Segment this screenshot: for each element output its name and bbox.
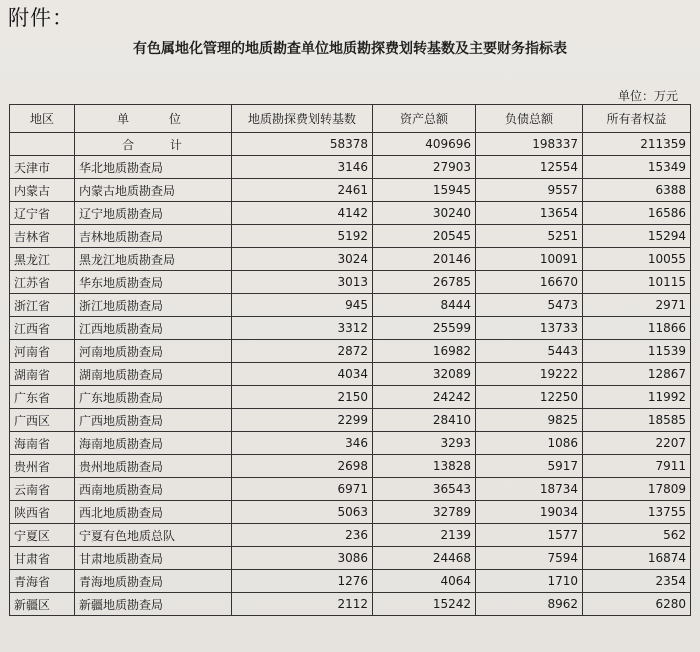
equity-cell: 2971 xyxy=(583,294,691,317)
unit-cell: 海南地质勘查局 xyxy=(75,432,232,455)
assets-cell: 28410 xyxy=(373,409,476,432)
base-cell: 3024 xyxy=(232,248,373,271)
assets-cell: 13828 xyxy=(373,455,476,478)
region-cell: 广西区 xyxy=(10,409,75,432)
region-cell: 黑龙江 xyxy=(10,248,75,271)
region-cell: 江西省 xyxy=(10,317,75,340)
equity-cell: 17809 xyxy=(583,478,691,501)
assets-cell: 36543 xyxy=(373,478,476,501)
liabilities-cell: 9557 xyxy=(476,179,583,202)
base-cell: 4034 xyxy=(232,363,373,386)
region-cell: 广东省 xyxy=(10,386,75,409)
equity-cell: 11539 xyxy=(583,340,691,363)
assets-cell: 32089 xyxy=(373,363,476,386)
region-cell: 云南省 xyxy=(10,478,75,501)
liabilities-cell: 8962 xyxy=(476,593,583,616)
liabilities-cell: 13733 xyxy=(476,317,583,340)
table-row xyxy=(10,386,691,409)
unit-cell: 华北地质勘查局 xyxy=(75,156,232,179)
liabilities-cell: 16670 xyxy=(476,271,583,294)
base-cell: 3013 xyxy=(232,271,373,294)
equity-cell: 13755 xyxy=(583,501,691,524)
assets-cell: 3293 xyxy=(373,432,476,455)
liabilities-cell: 19034 xyxy=(476,501,583,524)
assets-cell: 26785 xyxy=(373,271,476,294)
equity-cell: 11992 xyxy=(583,386,691,409)
assets-cell: 27903 xyxy=(373,156,476,179)
unit-cell: 西南地质勘查局 xyxy=(75,478,232,501)
table-row xyxy=(10,225,691,248)
assets-cell: 15945 xyxy=(373,179,476,202)
liabilities-cell: 9825 xyxy=(476,409,583,432)
base-cell: 1276 xyxy=(232,570,373,593)
table-row xyxy=(10,363,691,386)
base-cell: 2112 xyxy=(232,593,373,616)
equity-cell: 2207 xyxy=(583,432,691,455)
document-title: 有色属地化管理的地质勘查单位地质勘探费划转基数及主要财务指标表 xyxy=(133,41,567,57)
unit-cell: 内蒙古地质勘查局 xyxy=(75,179,232,202)
base-cell: 2299 xyxy=(232,409,373,432)
liabilities-cell: 1577 xyxy=(476,524,583,547)
region-cell: 天津市 xyxy=(10,156,75,179)
table-row xyxy=(10,501,691,524)
equity-cell: 15294 xyxy=(583,225,691,248)
column-header-liabilities: 负债总额 xyxy=(476,105,583,133)
equity-cell: 7911 xyxy=(583,455,691,478)
total-liabilities: 198337 xyxy=(476,133,583,156)
unit-cell: 广西地质勘查局 xyxy=(75,409,232,432)
region-cell: 吉林省 xyxy=(10,225,75,248)
table-row xyxy=(10,570,691,593)
assets-cell: 2139 xyxy=(373,524,476,547)
equity-cell: 16874 xyxy=(583,547,691,570)
region-cell: 辽宁省 xyxy=(10,202,75,225)
column-header-unit: 单 位 xyxy=(75,105,232,133)
liabilities-cell: 5443 xyxy=(476,340,583,363)
equity-cell: 6280 xyxy=(583,593,691,616)
base-cell: 3312 xyxy=(232,317,373,340)
equity-cell: 10115 xyxy=(583,271,691,294)
unit-cell: 黑龙江地质勘查局 xyxy=(75,248,232,271)
table-row xyxy=(10,317,691,340)
table-row xyxy=(10,248,691,271)
total-region-cell xyxy=(10,133,75,156)
region-cell: 青海省 xyxy=(10,570,75,593)
base-cell: 3146 xyxy=(232,156,373,179)
unit-cell: 宁夏有色地质总队 xyxy=(75,524,232,547)
assets-cell: 32789 xyxy=(373,501,476,524)
total-equity: 211359 xyxy=(583,133,691,156)
assets-cell: 15242 xyxy=(373,593,476,616)
liabilities-cell: 13654 xyxy=(476,202,583,225)
region-cell: 内蒙古 xyxy=(10,179,75,202)
unit-cell: 湖南地质勘查局 xyxy=(75,363,232,386)
region-cell: 河南省 xyxy=(10,340,75,363)
unit-cell: 华东地质勘查局 xyxy=(75,271,232,294)
liabilities-cell: 5473 xyxy=(476,294,583,317)
region-cell: 浙江省 xyxy=(10,294,75,317)
liabilities-cell: 18734 xyxy=(476,478,583,501)
liabilities-cell: 5917 xyxy=(476,455,583,478)
equity-cell: 2354 xyxy=(583,570,691,593)
equity-cell: 12867 xyxy=(583,363,691,386)
equity-cell: 10055 xyxy=(583,248,691,271)
base-cell: 2872 xyxy=(232,340,373,363)
attachment-label: 附件： xyxy=(8,6,74,30)
unit-cell: 辽宁地质勘查局 xyxy=(75,202,232,225)
unit-note: 单位：万元 xyxy=(617,89,678,103)
region-cell: 贵州省 xyxy=(10,455,75,478)
base-cell: 945 xyxy=(232,294,373,317)
base-cell: 2698 xyxy=(232,455,373,478)
assets-cell: 24242 xyxy=(373,386,476,409)
equity-cell: 562 xyxy=(583,524,691,547)
table-row xyxy=(10,524,691,547)
table-row xyxy=(10,179,691,202)
region-cell: 海南省 xyxy=(10,432,75,455)
column-header-base: 地质勘探费划转基数 xyxy=(232,105,373,133)
assets-cell: 8444 xyxy=(373,294,476,317)
region-cell: 宁夏区 xyxy=(10,524,75,547)
unit-cell: 青海地质勘查局 xyxy=(75,570,232,593)
base-cell: 236 xyxy=(232,524,373,547)
unit-cell: 吉林地质勘查局 xyxy=(75,225,232,248)
liabilities-cell: 12554 xyxy=(476,156,583,179)
liabilities-cell: 19222 xyxy=(476,363,583,386)
unit-cell: 甘肃地质勘查局 xyxy=(75,547,232,570)
assets-cell: 24468 xyxy=(373,547,476,570)
column-header-region: 地区 xyxy=(10,105,75,133)
finance-table xyxy=(9,104,691,616)
base-cell: 6971 xyxy=(232,478,373,501)
equity-cell: 11866 xyxy=(583,317,691,340)
assets-cell: 16982 xyxy=(373,340,476,363)
column-header-assets: 资产总额 xyxy=(373,105,476,133)
base-cell: 2461 xyxy=(232,179,373,202)
table-header-row xyxy=(10,105,691,133)
liabilities-cell: 10091 xyxy=(476,248,583,271)
unit-cell: 河南地质勘查局 xyxy=(75,340,232,363)
region-cell: 江苏省 xyxy=(10,271,75,294)
region-cell: 湖南省 xyxy=(10,363,75,386)
region-cell: 甘肃省 xyxy=(10,547,75,570)
liabilities-cell: 7594 xyxy=(476,547,583,570)
region-cell: 新疆区 xyxy=(10,593,75,616)
total-base: 58378 xyxy=(232,133,373,156)
table-row xyxy=(10,294,691,317)
table-row xyxy=(10,593,691,616)
total-row xyxy=(10,133,691,156)
equity-cell: 18585 xyxy=(583,409,691,432)
table-row xyxy=(10,432,691,455)
liabilities-cell: 12250 xyxy=(476,386,583,409)
base-cell: 5063 xyxy=(232,501,373,524)
assets-cell: 20545 xyxy=(373,225,476,248)
liabilities-cell: 1086 xyxy=(476,432,583,455)
unit-cell: 新疆地质勘查局 xyxy=(75,593,232,616)
assets-cell: 4064 xyxy=(373,570,476,593)
table-row xyxy=(10,409,691,432)
unit-cell: 广东地质勘查局 xyxy=(75,386,232,409)
unit-cell: 浙江地质勘查局 xyxy=(75,294,232,317)
region-cell: 陕西省 xyxy=(10,501,75,524)
table-row xyxy=(10,455,691,478)
table-row xyxy=(10,547,691,570)
assets-cell: 20146 xyxy=(373,248,476,271)
liabilities-cell: 1710 xyxy=(476,570,583,593)
table-row xyxy=(10,478,691,501)
equity-cell: 6388 xyxy=(583,179,691,202)
liabilities-cell: 5251 xyxy=(476,225,583,248)
equity-cell: 15349 xyxy=(583,156,691,179)
base-cell: 2150 xyxy=(232,386,373,409)
assets-cell: 25599 xyxy=(373,317,476,340)
base-cell: 346 xyxy=(232,432,373,455)
base-cell: 5192 xyxy=(232,225,373,248)
table-row xyxy=(10,156,691,179)
unit-cell: 西北地质勘查局 xyxy=(75,501,232,524)
equity-cell: 16586 xyxy=(583,202,691,225)
table-row xyxy=(10,340,691,363)
unit-cell: 江西地质勘查局 xyxy=(75,317,232,340)
total-assets: 409696 xyxy=(373,133,476,156)
table-row xyxy=(10,202,691,225)
total-label: 合 计 xyxy=(75,133,232,156)
column-header-equity: 所有者权益 xyxy=(583,105,691,133)
assets-cell: 30240 xyxy=(373,202,476,225)
base-cell: 4142 xyxy=(232,202,373,225)
table-row xyxy=(10,271,691,294)
base-cell: 3086 xyxy=(232,547,373,570)
unit-cell: 贵州地质勘查局 xyxy=(75,455,232,478)
